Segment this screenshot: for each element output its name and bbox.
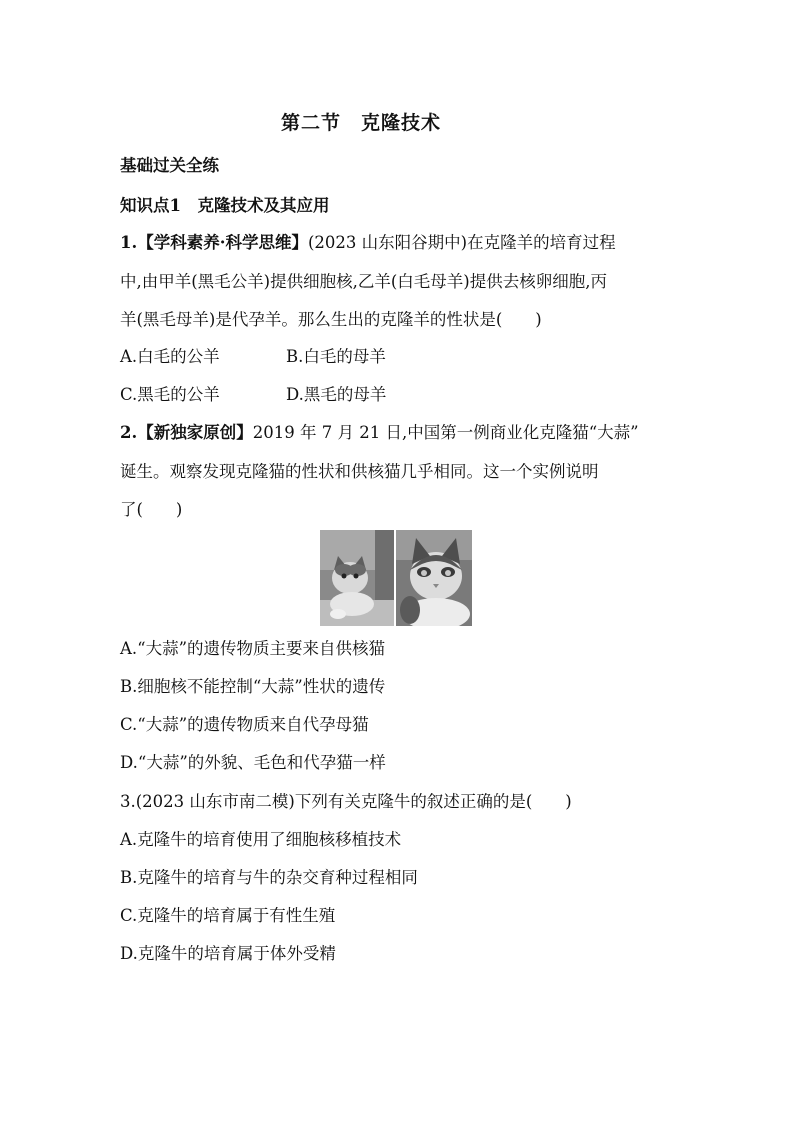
q1-option-a: A.白毛的公羊	[120, 347, 220, 366]
q2-text: 2019 年 7 月 21 日,中国第一例商业化克隆猫“大蒜”	[252, 423, 639, 442]
q2-option-d: D.“大蒜”的外貌、毛色和代孕猫一样	[120, 753, 386, 772]
q1-line1	[120, 233, 616, 253]
q1-options-row2	[120, 385, 386, 405]
q1-options-row1	[120, 347, 386, 367]
q2-line1	[120, 423, 639, 443]
kitten-image	[320, 530, 394, 626]
q3-line1: 3.(2023 山东市南二模)下列有关克隆牛的叙述正确的是( )	[120, 792, 572, 811]
q2-option-a: A.“大蒜”的遗传物质主要来自供核猫	[120, 639, 386, 658]
knowledge-point-heading: 知识点1 克隆技术及其应用	[120, 196, 330, 215]
q3-option-a: A.克隆牛的培育使用了细胞核移植技术	[120, 830, 402, 849]
q2-option-c: C.“大蒜”的遗传物质来自代孕母猫	[120, 715, 369, 734]
q1-option-c: C.黑毛的公羊	[120, 385, 220, 404]
q1-text: (2023 山东阳谷期中)在克隆羊的培育过程	[307, 233, 616, 252]
q1-option-d: D.黑毛的母羊	[286, 385, 387, 404]
q2-tag: 2.【新独家原创】	[120, 423, 253, 442]
q1-line3: 羊(黑毛母羊)是代孕羊。那么生出的克隆羊的性状是( )	[120, 310, 542, 329]
q3-option-c: C.克隆牛的培育属于有性生殖	[120, 906, 336, 925]
page-title: 第二节 克隆技术	[280, 112, 441, 134]
q3-option-d: D.克隆牛的培育属于体外受精	[120, 944, 336, 963]
q3-option-b: B.克隆牛的培育与牛的杂交育种过程相同	[120, 868, 418, 887]
q1-option-b: B.白毛的母羊	[286, 347, 386, 366]
cat-photo	[320, 530, 472, 626]
q1-line2: 中,由甲羊(黑毛公羊)提供细胞核,乙羊(白毛母羊)提供去核卵细胞,丙	[120, 272, 607, 291]
q2-line3: 了( )	[120, 500, 183, 519]
q2-option-b: B.细胞核不能控制“大蒜”性状的遗传	[120, 677, 386, 696]
q2-line2: 诞生。观察发现克隆猫的性状和供核猫几乎相同。这一个实例说明	[120, 462, 599, 481]
q1-tag: 1.【学科素养·科学思维】	[120, 233, 308, 252]
section-heading: 基础过关全练	[120, 156, 219, 175]
adult-cat-image	[396, 530, 472, 626]
